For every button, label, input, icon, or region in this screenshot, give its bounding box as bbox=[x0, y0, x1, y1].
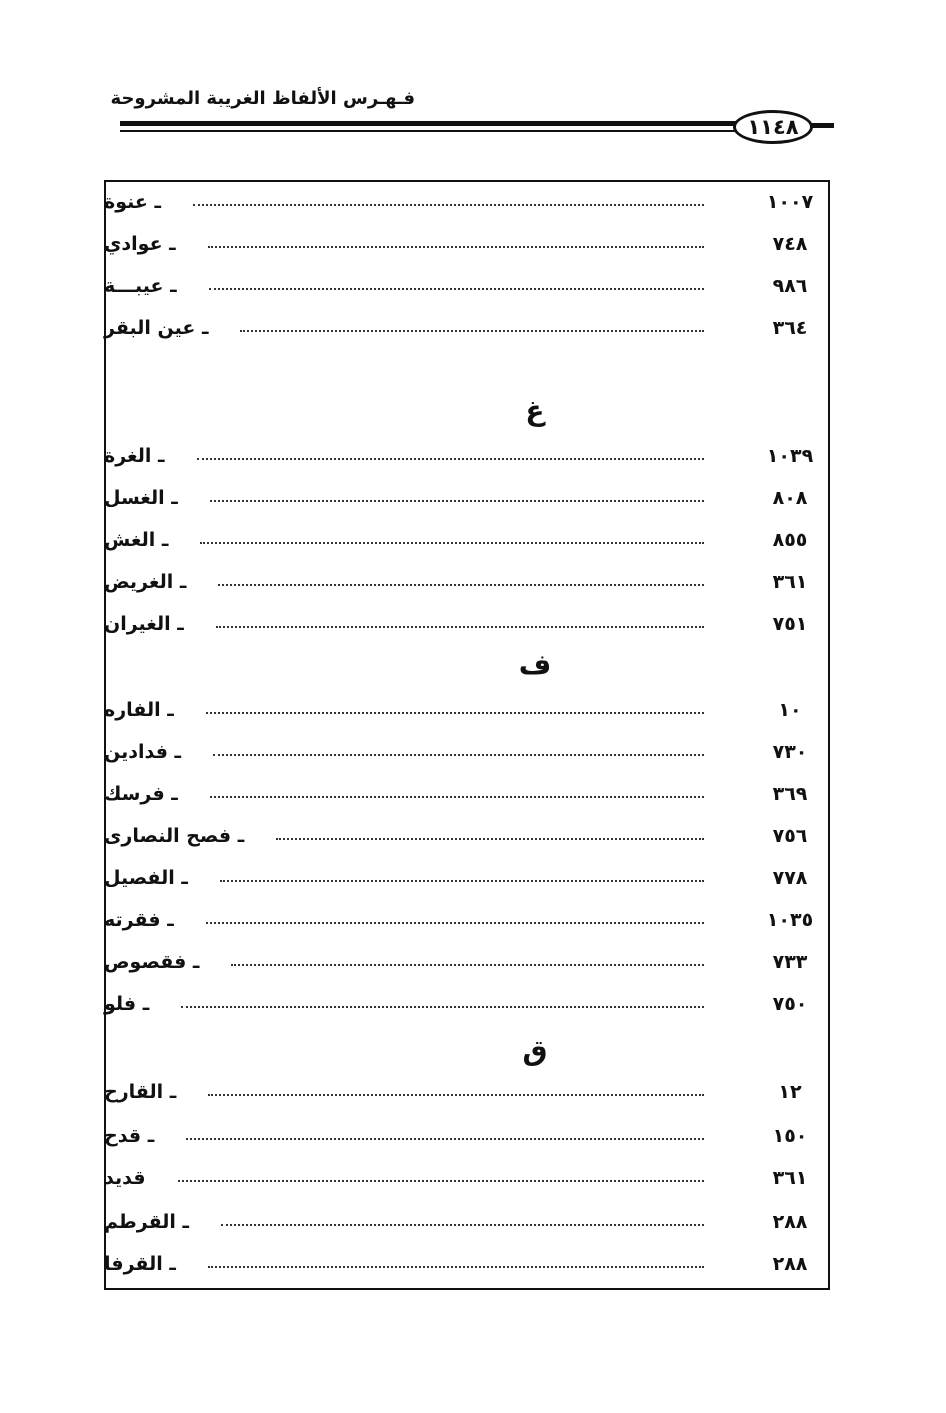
entry-term: ـ الغسل bbox=[104, 487, 178, 509]
entry-term: ـ الغش bbox=[104, 529, 169, 551]
header-rule-thin bbox=[120, 130, 740, 132]
index-entry bbox=[104, 482, 830, 514]
entry-page: ٨٥٥ bbox=[772, 529, 808, 551]
entry-term: ـ فصح النصارى bbox=[104, 825, 245, 847]
entry-term: ـ عوادي bbox=[104, 233, 176, 255]
entry-term: ـ الفصيل bbox=[104, 867, 188, 889]
index-entry bbox=[104, 820, 830, 852]
entry-page: ٧٥١ bbox=[772, 613, 808, 635]
leader-dots bbox=[206, 922, 704, 924]
leader-dots bbox=[193, 204, 704, 206]
entry-term: ـ القارح bbox=[104, 1081, 177, 1103]
index-entry bbox=[104, 694, 830, 726]
leader-dots bbox=[186, 1138, 704, 1140]
leader-dots bbox=[221, 1224, 704, 1226]
entry-term: ـ القرفا bbox=[104, 1253, 176, 1275]
entry-page: ٨٠٨ bbox=[772, 487, 808, 509]
entry-page: ٣٦١ bbox=[772, 571, 808, 593]
entry-page: ٩٨٦ bbox=[772, 275, 808, 297]
entry-page: ١٠٣٩ bbox=[766, 445, 814, 467]
leader-dots bbox=[220, 880, 704, 882]
index-entry bbox=[104, 1120, 830, 1152]
index-entry bbox=[104, 270, 830, 302]
leader-dots bbox=[210, 796, 704, 798]
index-entry bbox=[104, 312, 830, 344]
leader-dots bbox=[181, 1006, 704, 1008]
index-entry bbox=[104, 778, 830, 810]
entry-page: ١٠٠٧ bbox=[766, 191, 814, 213]
entry-term: ـ عيبـــة bbox=[104, 275, 177, 297]
entry-page: ٧٣٣ bbox=[772, 951, 808, 973]
index-entry bbox=[104, 904, 830, 936]
entry-page: ١٠٣٥ bbox=[766, 909, 814, 931]
leader-dots bbox=[197, 458, 704, 460]
entry-page: ٣٦١ bbox=[772, 1167, 808, 1189]
index-entry bbox=[104, 524, 830, 556]
page-number: ١١٤٨ bbox=[733, 110, 813, 144]
leader-dots bbox=[240, 330, 704, 332]
leader-dots bbox=[208, 246, 704, 248]
leader-dots bbox=[276, 838, 704, 840]
entry-term: ـ قدح bbox=[104, 1125, 155, 1147]
entry-term: ـ فرسك bbox=[104, 783, 178, 805]
leader-dots bbox=[216, 626, 704, 628]
index-entry bbox=[104, 608, 830, 640]
entry-term: ـ فقصوص bbox=[104, 951, 200, 973]
index-entry bbox=[104, 1162, 830, 1194]
entry-term: قديد bbox=[104, 1167, 146, 1189]
index-entry bbox=[104, 988, 830, 1020]
entry-term: ـ الفاره bbox=[104, 699, 174, 721]
index-entry bbox=[104, 186, 830, 218]
header-rule-end bbox=[812, 123, 834, 128]
entry-page: ٧٥٠ bbox=[772, 993, 808, 1015]
entry-term: ـ عنوة bbox=[104, 191, 161, 213]
entry-term: ـ الغيران bbox=[104, 613, 184, 635]
index-entry bbox=[104, 440, 830, 472]
section-letter: ق bbox=[522, 1034, 548, 1067]
leader-dots bbox=[208, 1094, 704, 1096]
leader-dots bbox=[206, 712, 704, 714]
entry-page: ٣٦٩ bbox=[772, 783, 808, 805]
leader-dots bbox=[178, 1180, 704, 1182]
index-entry bbox=[104, 862, 830, 894]
index-entry bbox=[104, 736, 830, 768]
entry-page: ٢٨٨ bbox=[772, 1211, 808, 1233]
running-header-title: فـهـرس الألفاظ الغريبة المشروحة bbox=[110, 88, 415, 109]
entry-term: ـ القرطم bbox=[104, 1211, 190, 1233]
entry-term: ـ عين البقر bbox=[104, 317, 209, 339]
entry-page: ١٠ bbox=[778, 699, 802, 721]
section-letter: ف bbox=[518, 648, 552, 681]
entry-page: ٧٥٦ bbox=[772, 825, 808, 847]
index-entry bbox=[104, 1206, 830, 1238]
entry-page: ٧٤٨ bbox=[772, 233, 808, 255]
index-entry bbox=[104, 1076, 830, 1108]
leader-dots bbox=[209, 288, 704, 290]
entry-page: ١٥٠ bbox=[772, 1125, 808, 1147]
entry-term: ـ فقرته bbox=[104, 909, 174, 931]
entry-page: ١٢ bbox=[778, 1081, 802, 1103]
leader-dots bbox=[210, 500, 704, 502]
header-rule-thick bbox=[120, 121, 740, 126]
entry-term: ـ فلو bbox=[104, 993, 150, 1015]
entry-term: ـ الغرة bbox=[104, 445, 165, 467]
index-entry bbox=[104, 566, 830, 598]
entry-term: ـ فدادين bbox=[104, 741, 182, 763]
entry-page: ٧٣٠ bbox=[772, 741, 808, 763]
leader-dots bbox=[200, 542, 704, 544]
section-letter: غ bbox=[525, 394, 545, 427]
leader-dots bbox=[218, 584, 704, 586]
entry-page: ٧٧٨ bbox=[772, 867, 808, 889]
entry-term: ـ الغريض bbox=[104, 571, 187, 593]
index-entry bbox=[104, 946, 830, 978]
leader-dots bbox=[231, 964, 704, 966]
index-entry bbox=[104, 228, 830, 260]
leader-dots bbox=[213, 754, 704, 756]
entry-page: ٢٨٨ bbox=[772, 1253, 808, 1275]
leader-dots bbox=[208, 1266, 704, 1268]
index-entry bbox=[104, 1248, 830, 1280]
entry-page: ٣٦٤ bbox=[772, 317, 808, 339]
